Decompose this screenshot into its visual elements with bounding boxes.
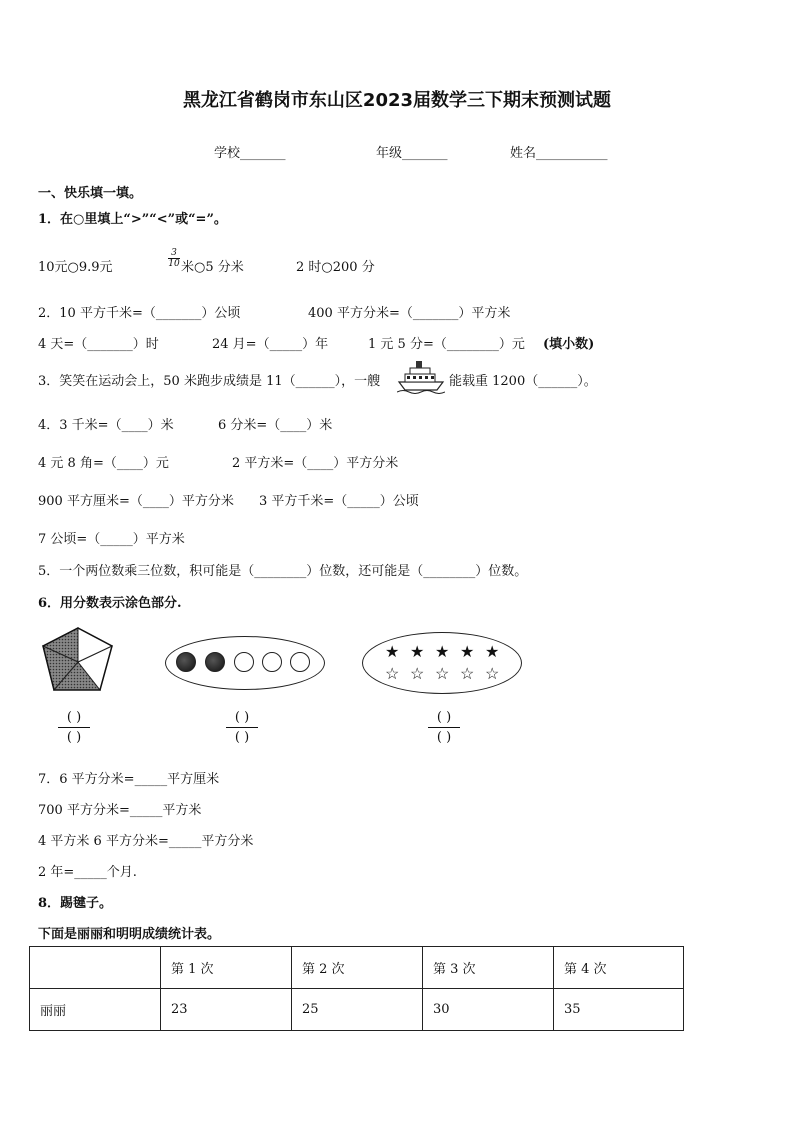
answer-fraction-3[interactable] — [424, 710, 464, 745]
question-8-prompt: 8．踢毽子。 — [38, 896, 113, 911]
name-field[interactable]: 姓名___________ — [510, 146, 608, 161]
star-icon: ★ — [410, 642, 425, 661]
question-6-prompt: 6．用分数表示涂色部分. — [38, 596, 182, 611]
fraction-blank: ( ) — [436, 730, 452, 745]
question-7-b: 700 平方分米=_____平方米 — [38, 803, 202, 818]
fraction-denominator: 10 — [168, 259, 180, 269]
table-cell: 23 — [161, 989, 292, 1031]
star-icon: ★ — [385, 642, 400, 661]
question-2-e: 1 元 5 分=（________）元 — [368, 337, 525, 352]
score-table — [29, 946, 684, 1031]
question-3-b: 能载重 1200（______）。 — [449, 374, 597, 389]
table-caption: 下面是丽丽和明明成绩统计表。 — [38, 927, 221, 942]
star-icon: ★ — [460, 642, 475, 661]
question-4-g: 7 公顷=（_____）平方米 — [38, 532, 185, 547]
question-2-c: 4 天=（_______）时 — [38, 337, 159, 352]
answer-fraction-1[interactable] — [54, 710, 94, 745]
fraction-blank: ( ) — [234, 710, 250, 725]
page-title: 黑龙江省鹤岗市东山区2023届数学三下期末预测试题 — [182, 90, 612, 111]
fraction-blank: ( ) — [66, 710, 82, 725]
question-2-b: 400 平方分米=（_______）平方米 — [308, 306, 511, 321]
fraction-blank: ( ) — [66, 730, 82, 745]
question-1-c: 2 时○200 分 — [296, 260, 375, 275]
circle-icon — [262, 652, 282, 672]
table-header-cell: 第 3 次 — [423, 947, 554, 989]
answer-fraction-2[interactable] — [222, 710, 262, 745]
question-4-a: 4．3 千米=（____）米 — [38, 418, 174, 433]
circle-icon — [205, 652, 225, 672]
star-icon: ☆ — [410, 664, 425, 683]
question-4-b: 6 分米=（____）米 — [218, 418, 333, 433]
table-row — [30, 989, 684, 1031]
question-2-d: 24 月=（_____）年 — [212, 337, 329, 352]
fraction-3-10 — [168, 248, 180, 269]
fraction-blank: ( ) — [234, 730, 250, 745]
question-7-c: 4 平方米 6 平方分米=_____平方分米 — [38, 834, 254, 849]
table-header-cell: 第 1 次 — [161, 947, 292, 989]
question-4-c: 4 元 8 角=（____）元 — [38, 456, 169, 471]
school-field[interactable]: 学校_______ — [214, 146, 286, 161]
question-5: 5．一个两位数乘三位数，积可能是（________）位数，还可能是（________）位数。 — [38, 564, 528, 579]
star-icon: ★ — [485, 642, 500, 661]
table-header-cell — [30, 947, 161, 989]
star-icon: ★ — [435, 642, 450, 661]
table-header-row — [30, 947, 684, 989]
fraction-numerator: 3 — [171, 248, 177, 258]
circle-icon — [290, 652, 310, 672]
question-2-note: (填小数) — [543, 337, 595, 352]
table-header-cell: 第 2 次 — [292, 947, 423, 989]
question-4-d: 2 平方米=（____）平方分米 — [232, 456, 399, 471]
table-header-cell: 第 4 次 — [554, 947, 684, 989]
grade-field[interactable]: 年级_______ — [376, 146, 448, 161]
question-3-a: 3．笑笑在运动会上，50 米跑步成绩是 11（______），一艘 — [38, 374, 381, 389]
question-7-d: 2 年=_____个月. — [38, 865, 137, 880]
circle-icon — [176, 652, 196, 672]
fraction-blank: ( ) — [436, 710, 452, 725]
question-4-f: 3 平方千米=（_____）公顷 — [259, 494, 419, 509]
star-icon: ☆ — [485, 664, 500, 683]
table-cell: 30 — [423, 989, 554, 1031]
table-cell: 25 — [292, 989, 423, 1031]
section-heading: 一、快乐填一填。 — [38, 186, 143, 201]
star-icon: ☆ — [385, 664, 400, 683]
question-2-a: 2．10 平方千米=（_______）公顷 — [38, 306, 241, 321]
star-icon: ☆ — [460, 664, 475, 683]
ship-icon — [397, 358, 445, 394]
table-cell: 35 — [554, 989, 684, 1031]
pentagon-figure — [40, 626, 116, 694]
circle-icon — [234, 652, 254, 672]
question-4-e: 900 平方厘米=（____）平方分米 — [38, 494, 234, 509]
question-1-b: 米○5 分米 — [181, 260, 244, 275]
question-7-a: 7．6 平方分米=_____平方厘米 — [38, 772, 220, 787]
table-cell: 丽丽 — [30, 989, 161, 1031]
question-1-a: 10元○9.9元 — [38, 260, 113, 275]
question-1-prompt: 1．在○里填上“>”“<”或“=”。 — [38, 212, 227, 227]
star-icon: ☆ — [435, 664, 450, 683]
